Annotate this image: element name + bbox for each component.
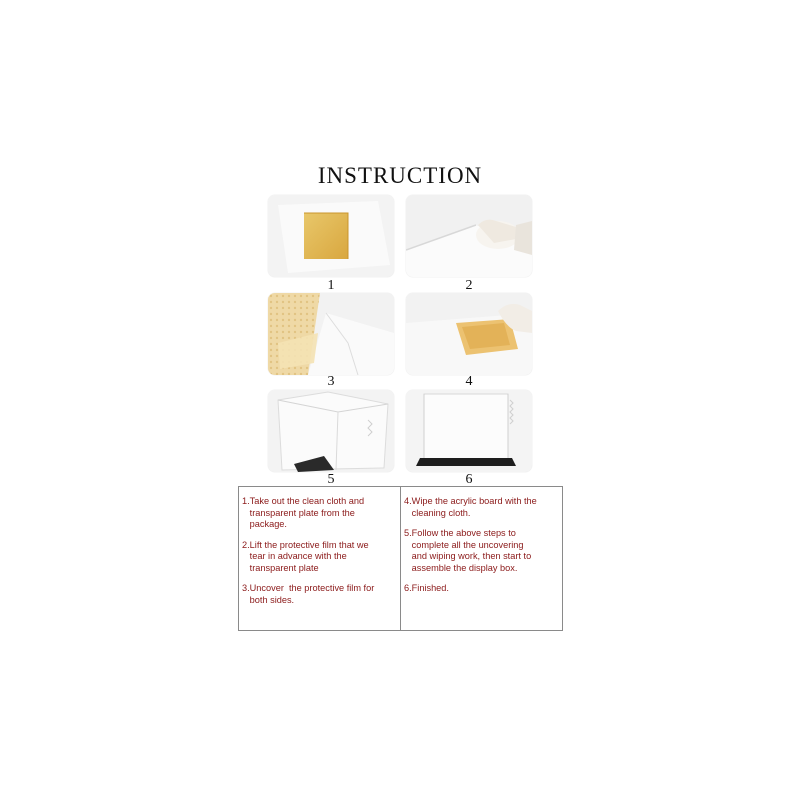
photo-step-3 <box>268 293 394 375</box>
photo-number-4: 4 <box>465 374 473 389</box>
step-number: 5. <box>404 528 412 538</box>
photo-number-1: 1 <box>327 278 335 293</box>
step-4 <box>404 496 560 519</box>
step-number: 1. <box>242 496 250 506</box>
step-2 <box>242 540 396 575</box>
step-number: 2. <box>242 539 250 550</box>
step-6 <box>404 583 560 595</box>
photo-step-1 <box>268 195 394 277</box>
step-text: Finished. <box>411 583 449 593</box>
photo-step-5 <box>268 390 394 472</box>
step-text: Take out the clean cloth and transparent plate from the package. <box>249 496 365 529</box>
peeling-film-image <box>268 293 394 375</box>
step-text: Follow the above steps to complete all the uncovering and wiping work, then start to assemble the display box. <box>411 528 532 573</box>
step-text: Wipe the acrylic board with the cleaning cloth. <box>411 496 537 518</box>
partial-box-image <box>268 390 394 472</box>
photo-number-2: 2 <box>465 278 473 293</box>
assembled-box-image <box>406 390 532 472</box>
photo-step-6 <box>406 390 532 472</box>
gloved-hand-image <box>406 195 532 277</box>
step-5 <box>404 528 560 574</box>
instructions-box <box>238 486 563 631</box>
step-text: Uncover the protective film for both sides. <box>249 583 375 605</box>
photo-number-3: 3 <box>327 374 335 389</box>
photo-step-2 <box>406 195 532 277</box>
steps-right-column <box>404 496 560 604</box>
page-title: INSTRUCTION <box>317 163 483 188</box>
photo-number-6: 6 <box>465 472 473 487</box>
steps-left-column <box>242 496 396 615</box>
wiping-board-image <box>406 293 532 375</box>
step-number: 3. <box>242 583 250 593</box>
step-number: 6. <box>404 583 412 593</box>
photo-step-4 <box>406 293 532 375</box>
cloth-on-panel-image <box>268 195 394 277</box>
step-number: 4. <box>404 496 412 506</box>
step-1 <box>242 496 396 531</box>
column-divider <box>400 487 401 630</box>
step-text: Lift the protective film that we tear in advance with the transparent plate <box>249 539 369 573</box>
step-3 <box>242 583 396 606</box>
photo-number-5: 5 <box>327 472 335 487</box>
